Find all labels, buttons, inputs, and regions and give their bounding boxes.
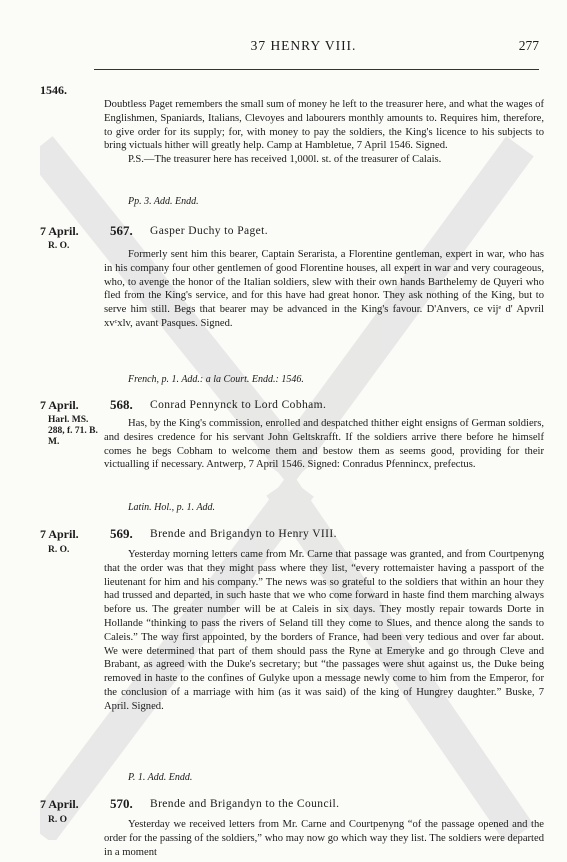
entry-number: 570.	[110, 796, 133, 811]
entry-source: R. O.	[48, 241, 70, 251]
entry-number: 567.	[110, 223, 133, 238]
entry-title: Brende and Brigandyn to Henry VIII.	[150, 528, 337, 540]
entry-text	[104, 818, 544, 859]
header-rule	[94, 69, 539, 70]
entry-date: 7 April.	[40, 398, 79, 412]
entry-date: 7 April.	[40, 224, 79, 238]
entry-text	[104, 548, 544, 714]
entry-source: Harl. MS. 288, f. 71. B. M.	[48, 415, 98, 447]
entry-note: P. 1. Add. Endd.	[128, 772, 193, 783]
entry-paragraph: Yesterday morning letters came from Mr. Carne that passage was granted, and from Courtpenyng that the order was that they might pass where they list, “every rottemaister having a passport of the lieutenant for him and his company.” The news was so grateful to the soldiers that within an hour they had trussed and departed, in such haste that we who come forward in haste find them marching always before us. The greater number will be at Caleis in six days. They mostly repair towards Dorte in Hollande “thinking to pass the rivers of Seland till they come to Slues, and thence along the sands to Caleis.” The way first appointed, by the borders of France, had been very tedious and over far about. We were determined that part of them should pass the Ryne at Emeryke and go through Cleve and Brabant, as agreed with the Duke's secretary; but “the passages were shut against us, the Duke being removed in haste to the confines of Gulyke upon a message newly come to him from the Emperor, for the conclusion of a marriage with him (as it was said) of the king of Hungrey daughter.” Buske, 7 April. Signed.	[104, 549, 544, 712]
entry-title: Brende and Brigandyn to the Council.	[150, 798, 340, 810]
entry-date: 7 April.	[40, 527, 79, 541]
entry-paragraph: Formerly sent him this bearer, Captain Serarista, a Florentine gentleman, expert in war, who has in his company four other gentlemen of good Florentine houses, all expert in war and very courageous, who, to avenge the honor of the Italian soldiers, slew with their own hands Barthelemy de Quyeri who fled from the King's service, and for this have had great honor. They ask nothing of the King, but to serve him still. Begs that bearer may be advanced in the King's favour. D'Anvers, ce vijᵉ d' Apvril xvᶜxlv, avant Pasques. Signed.	[104, 249, 544, 329]
entry-note: Latin. Hol., p. 1. Add.	[128, 502, 216, 513]
entry-source: R. O	[48, 815, 67, 825]
entry-paragraph: Yesterday we received letters from Mr. Carne and Courtpenyng “of the passage opened and the order for the passing of the soldiers,” who may now go which way they list. The soldiers were departed in a moment	[104, 819, 544, 858]
entry-title: Conrad Pennynck to Lord Cobham.	[150, 399, 327, 411]
page-number: 277	[518, 38, 539, 53]
entry-paragraph: Has, by the King's commission, enrolled and despatched thither eight ensigns of German soldiers, and desires credence for his servant John Geltskrafft. If the soldiers arrive there before he himself comes he begs Cobham to welcome them and bestow them as seems good, providing for their victualling if necessary. Antwerp, 7 April 1546. Signed: Conradus Pfennincx, prefectus.	[104, 418, 544, 471]
entry-text	[104, 248, 544, 331]
entry-title: Gasper Duchy to Paget.	[150, 225, 269, 237]
entry-note: French, p. 1. Add.: a la Court. Endd.: 1546.	[128, 374, 304, 385]
page-header	[60, 28, 547, 68]
running-head: 37 HENRY VIII.	[250, 38, 357, 53]
entry-number: 568.	[110, 397, 133, 412]
postscript: P.S.—The treasurer here has received 1,000l. st. of the treasurer of Calais.	[128, 154, 442, 166]
entry-source: R. O.	[48, 545, 70, 555]
year-marker: 1546.	[40, 83, 67, 97]
continuation-paragraph: Doubtless Paget remembers the small sum of money he left to the treasurer here, and what the wages of Englishmen, Spaniards, Italians, Clevoyes and labourers monthly amounts to. Requires him, therefore, to give order for its supply; for, with money to pay the soldiers, the King's licence to his subjects to bring victuals hither will greatly help. Camp at Hambletue, 7 April 1546. Signed.	[104, 99, 544, 152]
entry-date: 7 April.	[40, 797, 79, 811]
entry-number: 569.	[110, 526, 133, 541]
entry-text	[104, 417, 544, 472]
continuation-text	[104, 98, 544, 167]
continuation-note: Pp. 3. Add. Endd.	[128, 196, 199, 207]
